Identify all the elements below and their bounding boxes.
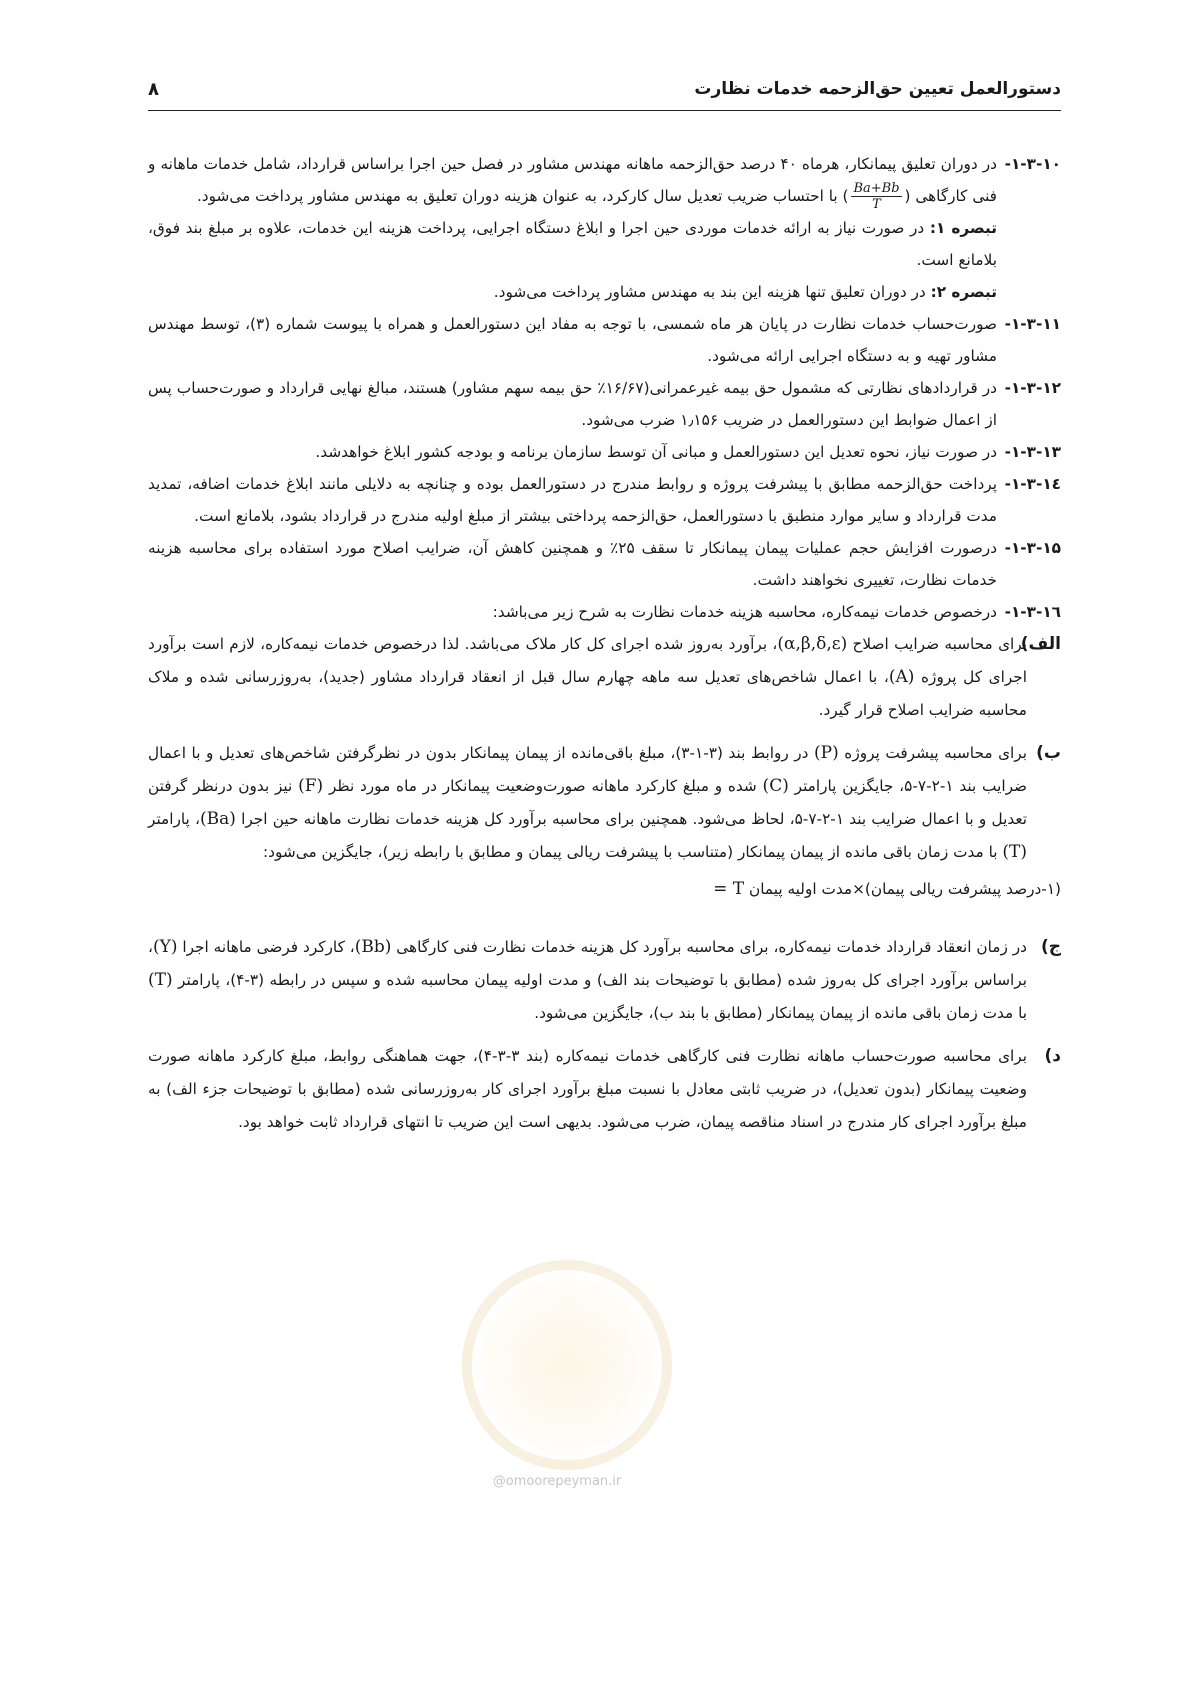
subclause-label: ب) bbox=[1036, 743, 1061, 763]
clause-text: در صورت نیاز، نحوه تعدیل این دستورالعمل و مبانی آن توسط سازمان برنامه و بودجه کشور ابلاغ خواهدشد. bbox=[315, 443, 997, 461]
clause-number: ۱-۳-۱۲- bbox=[1004, 379, 1061, 397]
clause-13 bbox=[148, 436, 1061, 468]
note-label: تبصره ۱: bbox=[929, 219, 997, 237]
clause-text: ) با احتساب ضریب تعدیل سال کارکرد، به عنوان هزینه دوران تعلیق به مهندس مشاور پرداخت می‌شود. bbox=[196, 187, 849, 205]
clause-10 bbox=[148, 148, 1061, 212]
subclause-text: با مدت زمان باقی مانده از پیمان پیمانکار (متناسب با پیشرفت ریالی پیمان و مطابق با رابطه زیر)، جایگزین می‌شود: bbox=[263, 843, 1003, 861]
clause-11 bbox=[148, 308, 1061, 372]
symbol: (Y) bbox=[152, 937, 178, 957]
clause-text: صورت‌حساب خدمات نظارت در پایان هر ماه شمسی، با توجه به مفاد این دستورالعمل و همراه با پیوست شماره (۳)، توسط مهندس مشاور تهیه و به دستگاه اجرایی ارائه می‌شود. bbox=[148, 315, 997, 365]
note-text: در صورت نیاز به ارائه خدمات موردی حین اجرا و ابلاغ دستگاه اجرایی، پرداخت هزینه این خدمات، علاوه بر مبلغ بند فوق، بلامانع است. bbox=[148, 219, 997, 269]
clause-number: ۱-۳-۱٤- bbox=[1004, 475, 1061, 493]
subclause-text: ، کارکرد فرضی ماهانه اجرا bbox=[177, 938, 355, 956]
document-body bbox=[148, 148, 1061, 1139]
subclause-dal bbox=[148, 1040, 1061, 1139]
subclause-text: با مدت زمان باقی مانده از پیمان پیمانکار (مطابق با بند ب)، جایگزین می‌شود. bbox=[534, 1004, 1027, 1022]
note-2 bbox=[148, 276, 1061, 308]
symbol: (α,β,δ,ε) bbox=[777, 634, 848, 654]
subclause-label: د) bbox=[1044, 1046, 1061, 1066]
clause-number: ۱-۳-۱۱- bbox=[1004, 315, 1061, 333]
clause-15 bbox=[148, 532, 1061, 596]
inline-formula bbox=[851, 181, 901, 212]
formula-lhs: T = bbox=[713, 879, 745, 899]
symbol: (T) bbox=[1002, 842, 1027, 862]
clause-text: در دوران تعلیق پیمانکار، هرماه ۴۰ درصد حق‌الزحمه ماهانه مهندس مشاور در فصل حین اجرا براساس قرارداد، شامل خدمات ماهانه و فنی کارگاهی ( bbox=[148, 155, 997, 205]
subclause-jim bbox=[148, 931, 1061, 1030]
symbol: (P) bbox=[814, 743, 839, 763]
symbol: (F) bbox=[298, 776, 324, 796]
clause-16 bbox=[148, 596, 1061, 628]
subclause-label: ج) bbox=[1040, 937, 1061, 957]
subclause-text: برای محاسبه صورت‌حساب ماهانه نظارت فنی کارگاهی خدمات نیمه‌کاره (بند ۳-۳-۴)، جهت هماهنگی روابط، مبلغ کارکرد ماهانه صورت وضعیت پیمانکار (بدون تعدیل)، در ضریب ثابتی معادل با نسبت مبلغ برآورد اجرای کار به‌روزرسانی شده (مطابق با توضیحات جزء الف) به مبلغ برآورد اجرای کار مندرج در اسناد مناقصه پیمان، ضرب می‌شود. بدیهی است این ضریب تا انتهای قرارداد ثابت خواهد بود. bbox=[148, 1047, 1027, 1131]
symbol: (A) bbox=[888, 667, 915, 687]
subclause-text: در روابط بند (۳-۱-۳)، مبلغ باقی‌مانده از پیمان پیمانکار بدون در نظرگرفتن شاخص‌های تعدیل و با اعمال ضرایب بند ۱-۲-۷-۵، جایگزین پارامتر bbox=[148, 744, 1028, 795]
subclause-text: ، پارامتر bbox=[148, 810, 200, 828]
clause-14 bbox=[148, 468, 1061, 532]
note-text: در دوران تعلیق تنها هزینه این بند به مهندس مشاور پرداخت می‌شود. bbox=[493, 283, 926, 301]
note-label: تبصره ۲: bbox=[930, 283, 997, 301]
formula-numerator: Ba+Bb bbox=[853, 181, 900, 196]
page-header bbox=[148, 68, 1061, 111]
remaining-time-formula bbox=[148, 873, 1061, 905]
clause-number: ۱-۳-۱۵- bbox=[1004, 539, 1061, 557]
subclause-text: برای محاسبه پیشرفت پروژه bbox=[838, 744, 1027, 762]
clause-text: پرداخت حق‌الزحمه مطابق با پیشرفت پروژه و روابط مندرج در دستورالعمل بوده و چنانچه به دلایلی مانند ابلاغ خدمات اضافه، تمدید مدت قرارداد و سایر موارد منطبق با دستورالعمل، حق‌الزحمه پرداختی بیشتر از مبلغ اولیه مندرج در قرارداد بشود، بلامانع است. bbox=[148, 475, 997, 525]
subclause-text: برای محاسبه ضرایب اصلاح bbox=[847, 635, 1027, 653]
page-title: دستورالعمل تعیین حق‌الزحمه خدمات نظارت bbox=[694, 79, 1061, 99]
clause-text: درصورت افزایش حجم عملیات پیمان پیمانکار تا سقف ۲۵٪ و همچنین کاهش آن، ضرایب اصلاح مورد استفاده برای محاسبه هزینه خدمات نظارت، تغییری نخواهند داشت. bbox=[148, 539, 998, 589]
page-number: ۸ bbox=[148, 78, 159, 100]
clause-text: در قراردادهای نظارتی که مشمول حق بیمه غیرعمرانی(۱۶/۶۷٪ حق بیمه سهم مشاور) هستند، مبالغ نهایی قرارداد و صورت‌حساب پس از اعمال ضوابط این دستورالعمل در ضریب ۱٫۱۵۶ ضرب می‌شود. bbox=[148, 379, 997, 429]
clause-number: ۱-۳-۱٦- bbox=[1004, 603, 1061, 621]
symbol: (Bb) bbox=[354, 937, 392, 957]
note-1 bbox=[148, 212, 1061, 276]
subclause-text: نیز بدون درنظر گرفتن تعدیل و با اعمال ضرایب بند ۱-۲-۷-۵، لحاظ می‌شود. همچنین برای محاسبه برآورد کل هزینه خدمات نظارت ماهانه حین اجرا bbox=[148, 777, 1027, 828]
symbol: (T) bbox=[148, 970, 173, 990]
subclause-alef bbox=[148, 628, 1061, 727]
symbol: (C) bbox=[762, 776, 789, 796]
subclause-text: در زمان انعقاد قرارداد خدمات نیمه‌کاره، برای محاسبه برآورد کل هزینه خدمات نظارت فنی کارگاهی bbox=[391, 938, 1027, 956]
watermark-text: @omoorepeyman.ir bbox=[492, 1474, 622, 1489]
symbol: (Ba) bbox=[199, 809, 236, 829]
watermark-logo-icon bbox=[462, 1260, 672, 1470]
subclause-be bbox=[148, 737, 1061, 869]
subclause-text: ، براساس برآورد اجرای کل به‌روز شده (مطابق با توضیحات بند الف) و مدت اولیه پیمان محاسبه شده و سپس در رابطه (۳-۴)، پارامتر bbox=[148, 938, 1027, 989]
subclause-text: ، برآورد به‌روز شده اجرای کل کار ملاک می‌باشد. لذا درخصوص خدمات نیمه‌کاره، لازم است برآورد اجرای کل پروژه bbox=[148, 635, 1028, 686]
formula-rhs: (۱-درصد پیشرفت ریالی پیمان)×مدت اولیه پیمان bbox=[749, 880, 1061, 898]
clause-12 bbox=[148, 372, 1061, 436]
clause-number: ۱-۳-۱۳- bbox=[1004, 443, 1061, 461]
subclause-text: ، با اعمال شاخص‌های تعدیل سه ماهه چهارم سال قبل از انعقاد قرارداد مشاور (جدید)، به‌روزرسانی شده و ملاک محاسبه ضرایب اصلاح قرار گیرد. bbox=[148, 668, 1027, 719]
subclause-label: الف) bbox=[1020, 634, 1061, 654]
clause-number: ۱-۳-۱۰- bbox=[1004, 155, 1061, 173]
clause-text: درخصوص خدمات نیمه‌کاره، محاسبه هزینه خدمات نظارت به شرح زیر می‌باشد: bbox=[492, 603, 997, 621]
subclause-text: شده و مبلغ کارکرد ماهانه صورت‌وضعیت پیمانکار در ماه مورد نظر bbox=[323, 777, 763, 795]
formula-denominator: T bbox=[872, 197, 881, 212]
